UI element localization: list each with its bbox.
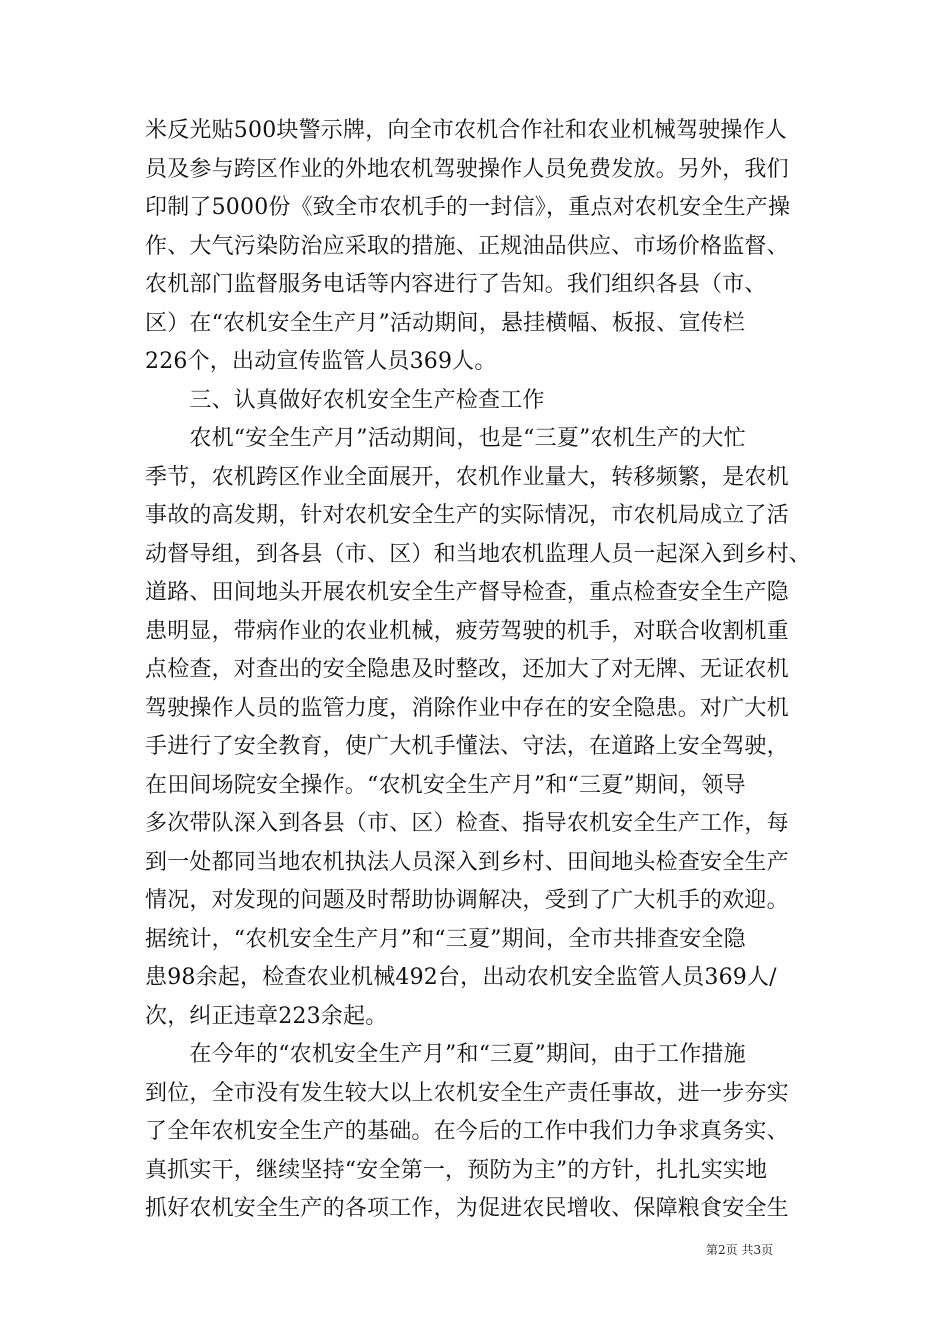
text-line: 区）在“农机安全生产月”活动期间，悬挂横幅、板报、宣传栏 (145, 310, 746, 336)
text-line: 农机部门监督服务电话等内容进行了告知。我们组织各县（市、 (145, 272, 767, 297)
text-line: 在田间场院安全操作。“农机安全生产月”和“三夏”期间，领导 (145, 772, 746, 798)
text-line: 季节，农机跨区作业全面展开，农机作业量大，转移频繁，是农机 (145, 464, 789, 490)
text-line: 226个，出动宣传监管人员369人。 (145, 349, 497, 374)
text-line: 道路、田间地头开展农机安全生产督导检查，重点检查安全生产隐 (145, 580, 789, 605)
text-line: 事故的高发期，针对农机安全生产的实际情况，市农机局成立了活 (145, 503, 789, 528)
text-line: 员及参与跨区作业的外地农机驾驶操作人员免费发放。另外，我们 (145, 156, 789, 182)
document-body (145, 112, 810, 1229)
text-line: 作、大气污染防治应采取的措施、正规油品供应、市场价格监督、 (145, 233, 789, 259)
page-number: 第2页 共3页 (706, 1243, 774, 1257)
text-line: 据统计，“农机安全生产月”和“三夏”期间，全市共排查安全隐 (145, 926, 746, 952)
text-line: 到一处都同当地农机执法人员深入到乡村、田间地头检查安全生产 (145, 849, 789, 875)
text-line: 印制了5000份《致全市农机手的一封信》，重点对农机安全生产操 (145, 195, 791, 220)
text-line: 多次带队深入到各县（市、区）检查、指导农机安全生产工作，每 (145, 811, 789, 836)
text-line: 在今年的“农机安全生产月”和“三夏”期间，由于工作措施 (145, 1042, 746, 1067)
text-line: 患98余起，检查农业机械492台，出动农机安全监管人员369人/ (145, 965, 777, 990)
text-line: 点检查，对查出的安全隐患及时整改，还加大了对无牌、无证农机 (145, 657, 789, 682)
text-line: 次，纠正违章223余起。 (145, 1003, 388, 1029)
section-heading: 三、认真做好农机安全生产检查工作 (145, 387, 545, 413)
text-line: 到位，全市没有发生较大以上农机安全生产责任事故，进一步夯实 (145, 1080, 789, 1106)
text-line: 手进行了安全教育，使广大机手懂法、守法，在道路上安全驾驶， (145, 734, 789, 759)
text-line: 情况，对发现的问题及时帮助协调解决，受到了广大机手的欢迎。 (145, 888, 789, 913)
text-line: 了全年农机安全生产的基础。在今后的工作中我们力争求真务实、 (145, 1119, 789, 1144)
text-line: 驾驶操作人员的监管力度，消除作业中存在的安全隐患。对广大机 (145, 695, 789, 721)
text-line: 患明显，带病作业的农业机械，疲劳驾驶的机手，对联合收割机重 (145, 618, 789, 644)
text-line: 真抓实干，继续坚持“安全第一，预防为主”的方针，扎扎实实地 (145, 1157, 768, 1183)
text-line: 农机“安全生产月”活动期间，也是“三夏”农机生产的大忙 (145, 426, 746, 451)
text-line: 米反光贴500块警示牌，向全市农机合作社和农业机械驾驶操作人 (145, 118, 787, 143)
text-line: 动督导组，到各县（市、区）和当地农机监理人员一起深入到乡村、 (145, 541, 812, 567)
text-line: 抓好农机安全生产的各项工作，为促进农民增收、保障粮食安全生 (145, 1196, 789, 1221)
